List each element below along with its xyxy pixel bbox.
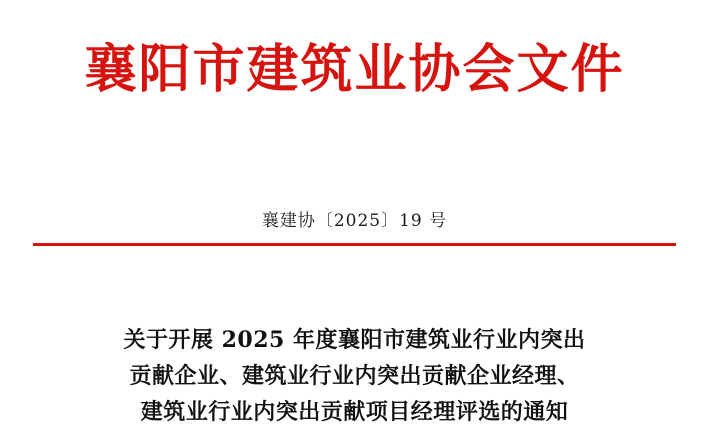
document-title-line-3: 建筑业行业内突出贡献项目经理评选的通知 (140, 399, 569, 425)
masthead-title: 襄阳市建筑业协会文件 (84, 39, 625, 100)
masthead (0, 40, 709, 100)
document-title-line-1: 关于开展 2025 年度襄阳市建筑业行业内突出 (123, 327, 586, 353)
document-title-line-2: 贡献企业、建筑业行业内突出贡献企业经理、 (129, 363, 580, 389)
red-separator-rule (33, 243, 676, 246)
document-number: 襄建协〔2025〕19 号 (261, 211, 448, 231)
document-title (62, 322, 647, 430)
